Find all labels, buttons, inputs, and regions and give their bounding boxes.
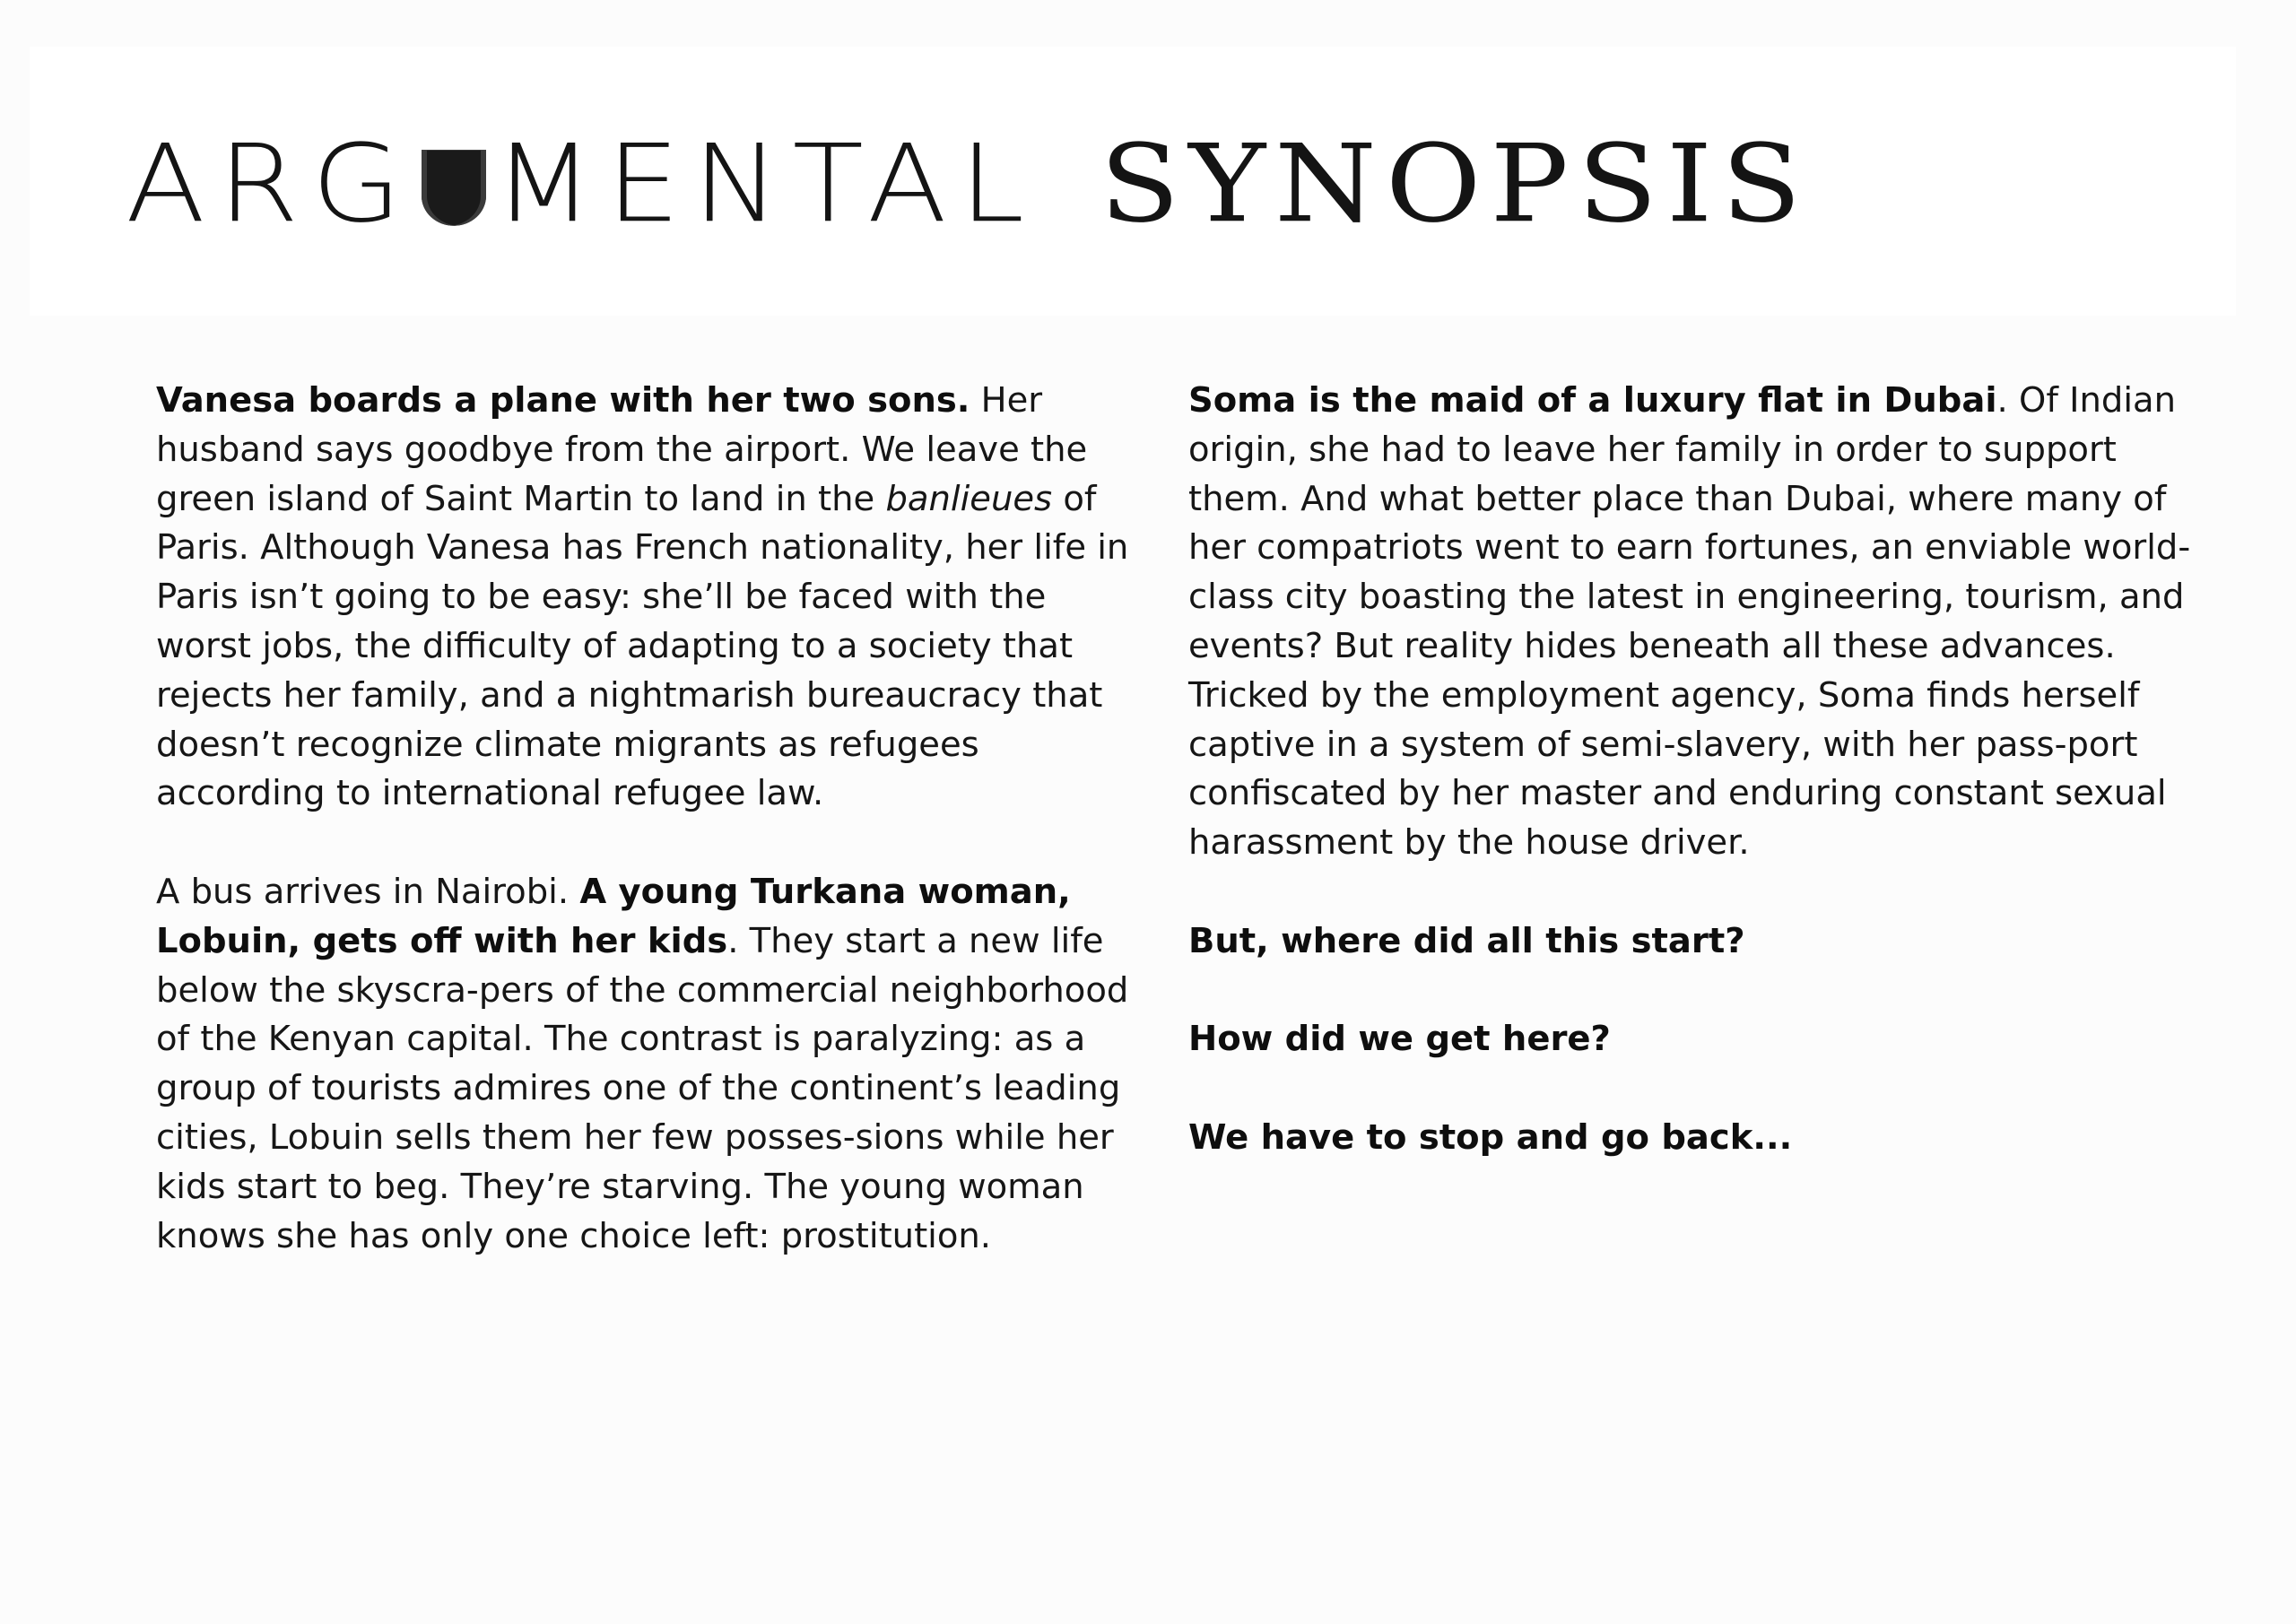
paragraph-lead-bold: Soma is the maid of a luxury flat in Dubai [1188,380,1997,421]
right-column [1188,377,2193,1163]
closing-text: We have to stop and go back... [1188,1116,1793,1158]
paragraph-lead-bold: Vanesa boards a plane with her two sons. [156,380,970,421]
title-part-2: MENTAL [493,120,1038,247]
closing-line [1188,1114,2193,1163]
paragraph-soma [1188,377,2193,868]
title-part-1: ARG [126,120,414,247]
left-column [156,377,1152,1261]
question-text: How did we get here? [1188,1019,1611,1060]
paragraph-text: A bus arrives in Nairobi. [156,871,580,912]
paragraph-text: Her husband says goodbye from the airport. We leave the green island of Saint Martin to land in the [156,380,1088,519]
paragraph-lobuin [156,868,1152,1261]
paragraph-vanesa [156,377,1152,819]
paragraph-lead-bold: A young Turkana woman, Lobuin, gets off with her kids [156,871,1071,961]
paragraph-text: of Paris. Although Vanesa has French nationality, her life in Paris isn’t going to be easy: she’ll be faced with the worst jobs, the difficulty of adapting to a society that rejects her family, and a nightmarish bureaucracy that doesn’t recognize climate migrants as refugees according to international refugee law. [156,478,1129,814]
paragraph-text: . They start a new life below the skyscra-pers of the commercial neighborhood of the Kenyan capital. The contrast is paralyzing: as a group of tourists admires one of the continent’s leading cities, Lobuin sells them her few posses-sions while her kids start to beg. They’re starving. The young woman knows she has only one choice left: prostitution. [156,920,1129,1256]
question-1 [1188,917,2193,967]
question-text: But, where did all this start? [1188,920,1745,961]
title-part-3: SYNOPSIS [1100,120,1811,247]
page-title [126,120,1811,247]
title-letter-u-block [422,150,486,226]
paragraph-text: . Of Indian origin, she had to leave her family in order to support them. And what better place than Dubai, where many of her compatriots went to earn fortunes, an enviable world-class city boasting the latest in engineering, tourism, and events? But reality hides beneath all these advances. Tricked by the employment agency, Soma finds herself captive in a system of semi-slavery, with her pass-port confiscated by her master and enduring constant sexual harassment by the house driver. [1188,380,2191,864]
paragraph-italic: banlieues [885,478,1053,519]
question-2 [1188,1015,2193,1064]
